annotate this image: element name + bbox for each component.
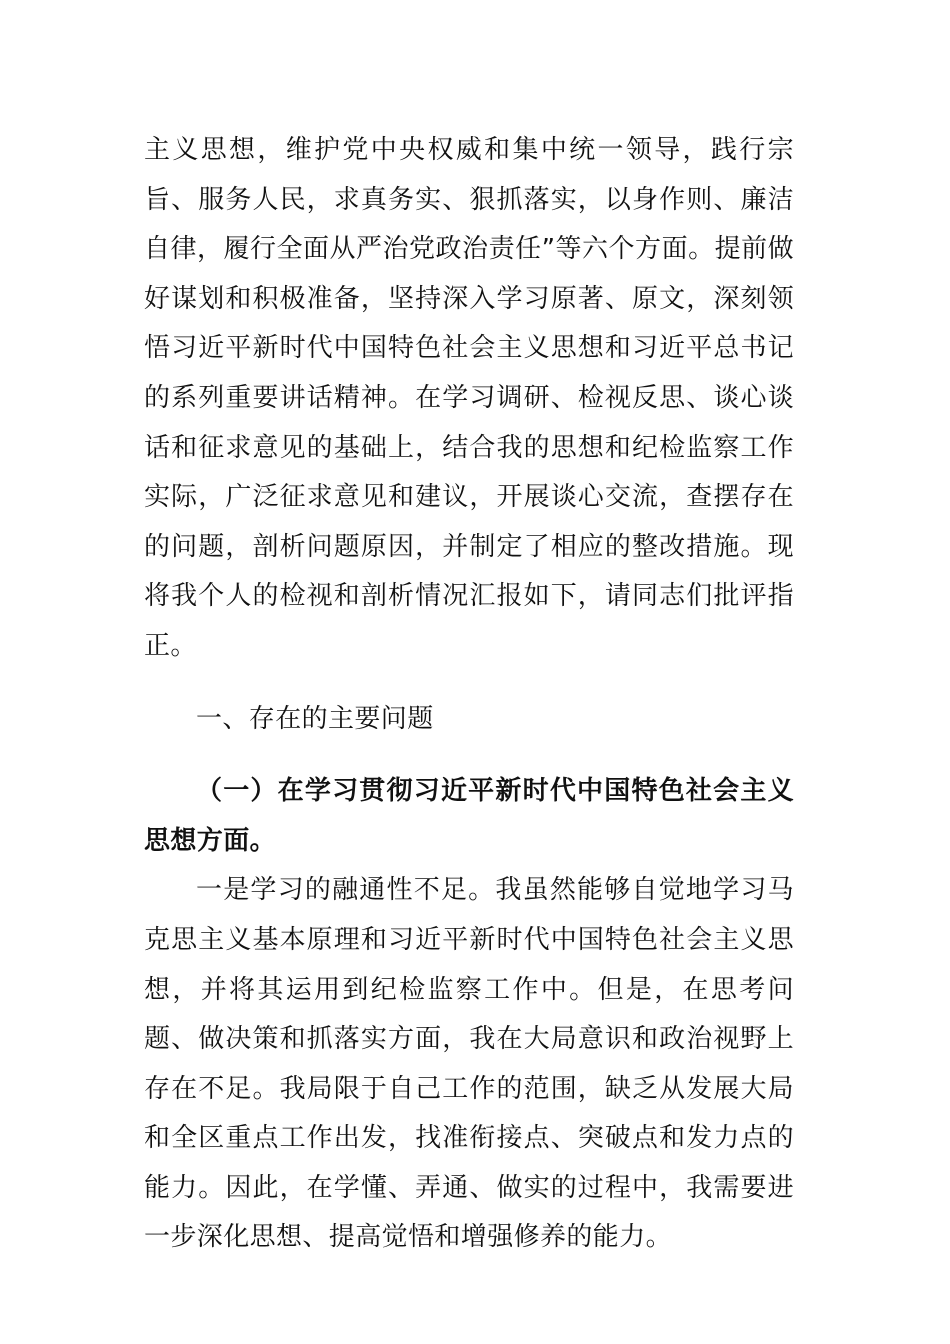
intro-paragraph: 主义思想，维护党中央权威和集中统一领导，践行宗旨、服务人民，求真务实、狠抓落实，以身作则、廉洁自律，履行全面从严治党政治责任”等六个方面。提前做好谋划和积极准备，坚持深入学习原著、原文，深刻领悟习近平新时代中国特色社会主义思想和习近平总书记的系列重要讲话精神。在学习调研、检视反思、谈心谈话和征求意见的基础上，结合我的思想和纪检监察工作实际，广泛征求意见和建议，开展谈心交流，查摆存在的问题，剖析问题原因，并制定了相应的整改措施。现将我个人的检视和剖析情况汇报如下，请同志们批评指正。 bbox=[144, 135, 794, 661]
section-heading: 一、存在的主要问题 bbox=[196, 703, 434, 734]
body-paragraph: 一是学习的融通性不足。我虽然能够自觉地学习马克思主义基本原理和习近平新时代中国特色社会主义思想，并将其运用到纪检监察工作中。但是，在思考问题、做决策和抓落实方面，我在大局意识和政治视野上存在不足。我局限于自己工作的范围，缺乏从发展大局和全区重点工作出发，找准衔接点、突破点和发力点的能力。因此，在学懂、弄通、做实的过程中，我需要进一步深化思想、提高觉悟和增强修养的能力。 bbox=[144, 875, 794, 1253]
document-body bbox=[144, 126, 794, 1263]
subsection-heading: （一）在学习贯彻习近平新时代中国特色社会主义思想方面。 bbox=[144, 776, 794, 856]
